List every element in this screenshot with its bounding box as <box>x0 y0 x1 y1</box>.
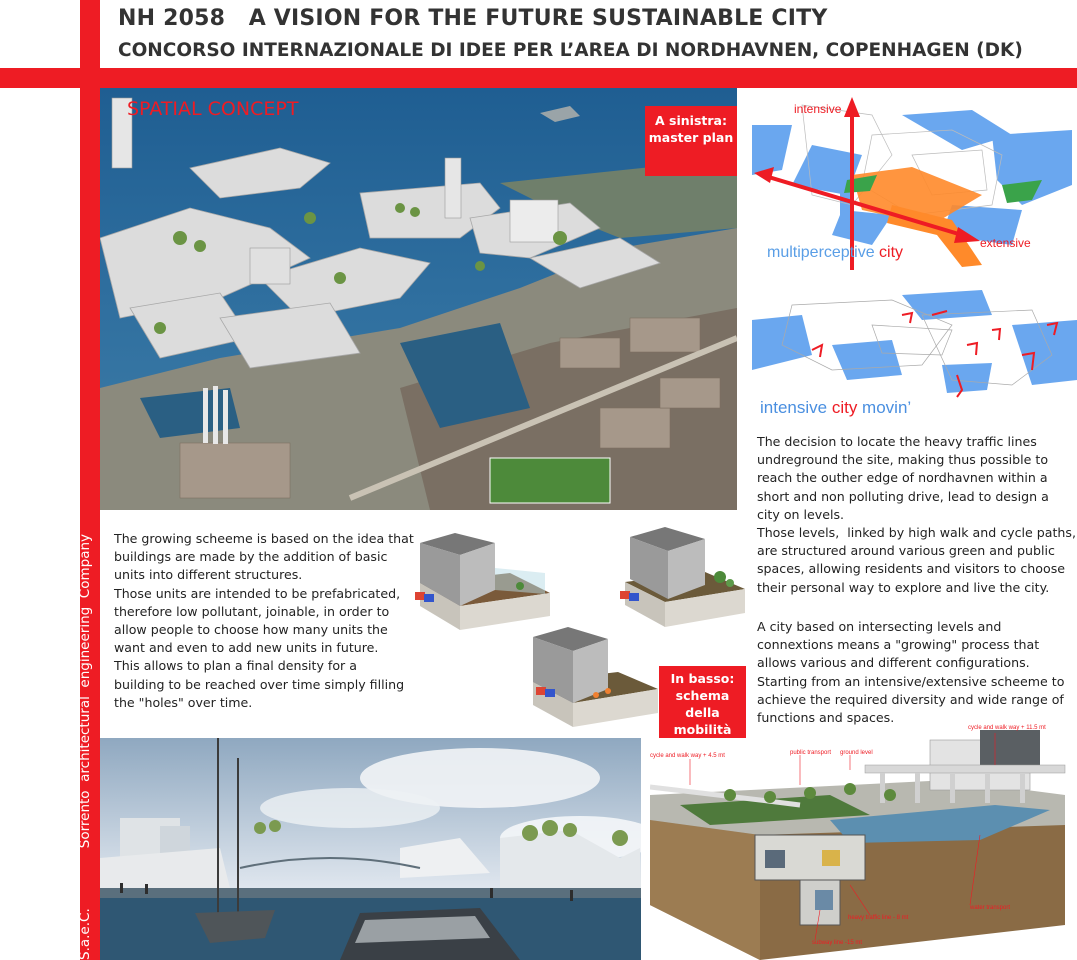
text-line: undreground the site, making thus possible to <box>757 452 1049 468</box>
spatial-concept-title: SPATIAL CONCEPT <box>127 98 299 120</box>
text-line: functions and spaces. <box>757 710 895 726</box>
label-icm-a: intensive <box>760 398 832 417</box>
text-line: building to be reached over time simply filling <box>114 676 405 692</box>
label-icm-b: movin’ <box>857 398 912 417</box>
vertical-credit <box>77 533 93 960</box>
text-line: want and even to add new units in future. <box>114 640 379 656</box>
harbour-render-image <box>100 738 641 960</box>
label-subway: subway line -15 mt <box>812 940 863 946</box>
label-ground-level: ground level <box>840 750 873 756</box>
text-line: Those levels, linked by high walk and cycle paths, <box>757 525 1076 541</box>
tag-mobility-line1: In basso: <box>670 671 735 686</box>
label-extensive: extensive <box>980 236 1031 250</box>
label-public-transport: public transport <box>790 750 832 756</box>
tag-master-plan-line1: A sinistra: <box>655 113 727 128</box>
text-line: units into different structures. <box>114 567 303 583</box>
aerial-master-plan-image <box>100 88 737 510</box>
text-line: allows various and different configurations. <box>757 655 1030 671</box>
credit-full: Sorrento architectural engineering Company <box>77 533 93 849</box>
text-line: The growing scheeme is based on the idea that <box>114 531 414 546</box>
text-line: The decision to locate the heavy traffic lines <box>757 434 1037 449</box>
tag-mobility-line2: schema della <box>675 688 730 720</box>
red-frame-horizontal <box>0 68 1077 88</box>
text-line: their personal way to explore and live the city. <box>757 579 1050 595</box>
text-line: short and non polluting drive, lead to design a <box>757 488 1049 504</box>
text-line: allow people to choose how many units the <box>114 622 388 638</box>
label-intensive: intensive <box>794 102 842 116</box>
text-line: A city based on intersecting levels and <box>757 619 1002 634</box>
tag-master-plan <box>645 106 737 176</box>
label-multi-a: multiperceptive <box>767 244 880 261</box>
text-line: city on levels. <box>757 506 845 522</box>
text-line: connextions means a "growing" process that <box>757 637 1040 653</box>
label-multi-city: city <box>879 244 904 261</box>
text-line: are structured around various green and public <box>757 543 1055 559</box>
label-water-transport: water transport <box>970 905 1011 911</box>
text-line: Starting from an intensive/extensive scheeme to <box>757 673 1065 689</box>
text-line: the "holes" over time. <box>114 694 253 710</box>
text-line: spaces, allowing residents and visitors to choose <box>757 561 1066 577</box>
text-line: therefore low pollutant, joinable, in order to <box>114 603 390 619</box>
label-icm-city: city <box>831 398 858 417</box>
credit-short: S.a.e.C. <box>77 908 93 960</box>
unit-cube-illustration-3 <box>528 627 663 735</box>
left-text-units <box>114 530 414 712</box>
label-cycle-walk-high: cycle and walk way + 11.5 mt <box>968 725 1046 731</box>
tag-master-plan-line2: master plan <box>648 130 734 145</box>
label-multiperceptive-city <box>767 244 903 262</box>
poster-title: NH 2058 A VISION FOR THE FUTURE SUSTAINABLE CITY <box>118 6 828 31</box>
right-text-growing <box>757 618 1075 727</box>
label-cycle-walk-low: cycle and walk way + 4.5 mt <box>650 753 725 759</box>
label-intensive-city-movin <box>760 398 911 418</box>
tag-mobility-line3: mobilità <box>673 722 732 737</box>
text-line: This allows to plan a final density for a <box>114 658 357 674</box>
text-line: reach the outher edge of nordhavnen within a <box>757 470 1048 486</box>
unit-cube-illustration-2 <box>620 527 750 635</box>
unit-cube-illustration-1 <box>415 528 555 640</box>
poster-subtitle: CONCORSO INTERNAZIONALE DI IDEE PER L’AREA DI NORDHAVNEN, COPENHAGEN (DK) <box>118 40 1023 61</box>
label-heavy-traffic: heavy traffic line - 8 mt <box>848 915 909 921</box>
text-line: achieve the required diversity and wide range of <box>757 691 1064 707</box>
text-line: Those units are intended to be prefabricated, <box>114 585 401 601</box>
text-line: buildings are made by the addition of basic <box>114 549 388 565</box>
right-text-traffic <box>757 433 1075 597</box>
mobility-section-diagram <box>650 725 1070 960</box>
